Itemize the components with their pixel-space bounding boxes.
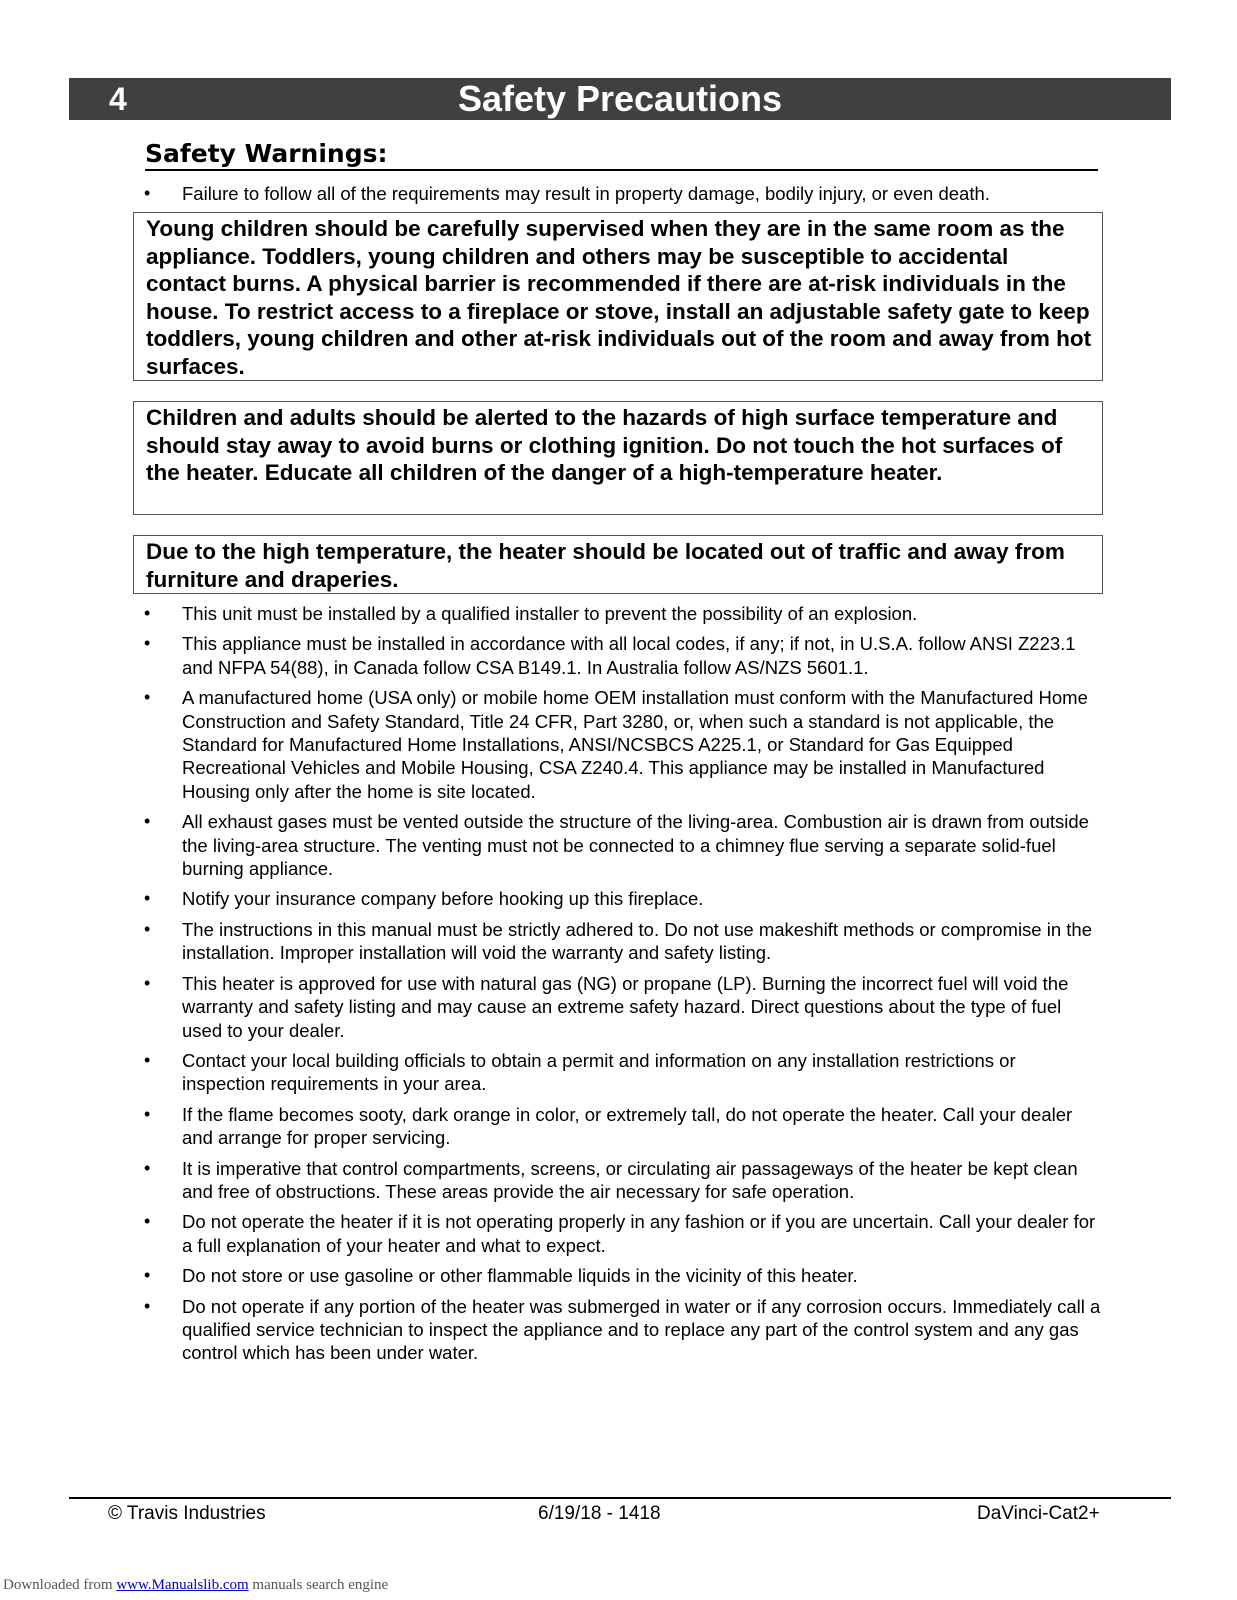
list-item <box>0 972 1102 1042</box>
download-prefix: Downloaded from <box>3 1577 117 1593</box>
section-heading: Safety Warnings: <box>145 139 1098 171</box>
bullet-text: A manufactured home (USA only) or mobile home OEM installation must conform with the Manufactured Home Construction and Safety Standard, Title 24 CFR, Part 3280, or, when such a standard is not applicable, the Standard for Manufactured Home Installations, ANSI/NCSBCS A225.1, or Standard for Gas Equipped Recreational Vehicles and Mobile Housing, CSA Z240.4. This appliance may be installed in Manufactured Housing only after the home is site located. <box>182 687 1088 802</box>
list-item <box>0 686 1102 803</box>
list-item <box>0 182 1102 205</box>
manualslib-link[interactable]: www.Manualslib.com <box>116 1577 249 1593</box>
bullet-icon: • <box>144 603 151 623</box>
page-title: Safety Precautions <box>457 78 783 119</box>
bullet-text: It is imperative that control compartments, screens, or circulating air passageways of the heater be kept clean and free of obstructions. These areas provide the air necessary for safe operation. <box>182 1157 1078 1202</box>
bullet-icon: • <box>144 888 151 909</box>
bullet-icon: • <box>144 918 151 939</box>
footer-copyright: © Travis Industries <box>108 1503 266 1524</box>
warning-box-surface-temperature: Children and adults should be alerted to the hazards of high surface temperature and should stay away to avoid burns or clothing ignition. Do not touch the hot surfaces of the heater. Educate all children of the danger of a high-temperature heater. <box>133 401 1103 515</box>
bullet-icon: • <box>144 687 151 708</box>
bullet-text: This unit must be installed by a qualified installer to prevent the possibility of an explosion. <box>182 603 918 624</box>
bullet-text: Do not store or use gasoline or other flammable liquids in the vicinity of this heater. <box>182 1265 858 1287</box>
bullet-icon: • <box>144 1157 151 1178</box>
list-item <box>0 1157 1102 1204</box>
bullet-text: This heater is approved for use with natural gas (NG) or propane (LP). Burning the incorrect fuel will void the warranty and safety listing and may cause an extreme safety hazard. Direct questions about the type of fuel used to your dealer. <box>182 972 1069 1041</box>
list-item <box>0 632 1102 679</box>
list-item <box>0 1295 1102 1365</box>
bullet-text: Notify your insurance company before hooking up this fireplace. <box>182 888 704 910</box>
footer-model: DaVinci-Cat2+ <box>977 1503 1100 1524</box>
bullet-text: This appliance must be installed in accordance with all local codes, if any; if not, in U.S.A. follow ANSI Z223.1 and NFPA 54(88), in Canada follow CSA B149.1. In Australia follow AS/NZS 5601.1. <box>182 633 1076 678</box>
list-item <box>0 810 1102 880</box>
list-item <box>0 918 1102 965</box>
bullet-icon: • <box>144 183 151 203</box>
bullet-icon: • <box>144 1211 151 1232</box>
bullet-text: All exhaust gases must be vented outside the structure of the living-area. Combustion air is drawn from outside the living-area structure. The venting must not be connected to a chimney flue serving a separate solid-fuel burning appliance. <box>182 811 1089 880</box>
download-suffix: manuals search engine <box>248 1577 389 1593</box>
list-item <box>0 1210 1102 1257</box>
footer-date: 6/19/18 - 1418 <box>538 1503 661 1524</box>
bullet-text: If the flame becomes sooty, dark orange in color, or extremely tall, do not operate the heater. Call your dealer and arrange for proper servicing. <box>182 1103 1073 1149</box>
page-number: 4 <box>109 81 127 117</box>
list-item <box>0 1103 1102 1150</box>
bullet-text: Do not operate the heater if it is not operating properly in any fashion or if you are uncertain. Call your dealer for a full explanation of your heater and what to expect. <box>182 1211 1096 1256</box>
bullet-text: The instructions in this manual must be strictly adhered to. Do not use makeshift methods or compromise in the installation. Improper installation will void the warranty and safety listing. <box>182 918 1092 964</box>
list-item <box>0 1264 1102 1287</box>
list-item <box>0 602 1102 625</box>
warning-box-supervision: Young children should be carefully supervised when they are in the same room as the appliance. Toddlers, young children and others may be susceptible to accidental contact burns. A physical barrier is recommended if there are at-risk individuals in the house. To restrict access to a fireplace or stove, install an adjustable safety gate to keep toddlers, young children and other at-risk individuals out of the room and away from hot surfaces. <box>133 212 1103 381</box>
list-item <box>0 1049 1102 1096</box>
intro-bullet-list <box>0 182 1102 212</box>
list-item <box>0 887 1102 910</box>
bullet-icon: • <box>144 811 151 832</box>
bullet-icon: • <box>144 1295 151 1316</box>
bullet-icon: • <box>144 1049 151 1070</box>
safety-bullet-list <box>0 602 1102 1372</box>
download-note <box>3 1577 388 1594</box>
footer-rule <box>69 1497 1171 1499</box>
bullet-text: Failure to follow all of the requirements may result in property damage, bodily injury, or even death. <box>182 183 990 204</box>
header-bar <box>69 78 1171 120</box>
bullet-icon: • <box>144 1103 151 1124</box>
bullet-icon: • <box>144 972 151 993</box>
bullet-text: Contact your local building officials to obtain a permit and information on any installation restrictions or inspection requirements in your area. <box>182 1049 1016 1095</box>
bullet-icon: • <box>144 633 151 654</box>
bullet-icon: • <box>144 1265 151 1286</box>
warning-box-location: Due to the high temperature, the heater should be located out of traffic and away from furniture and draperies. <box>133 535 1103 594</box>
bullet-text: Do not operate if any portion of the heater was submerged in water or if any corrosion occurs. Immediately call a qualified service technician to inspect the appliance and to replace any part of the control system and any gas control which has been under water. <box>182 1295 1101 1364</box>
